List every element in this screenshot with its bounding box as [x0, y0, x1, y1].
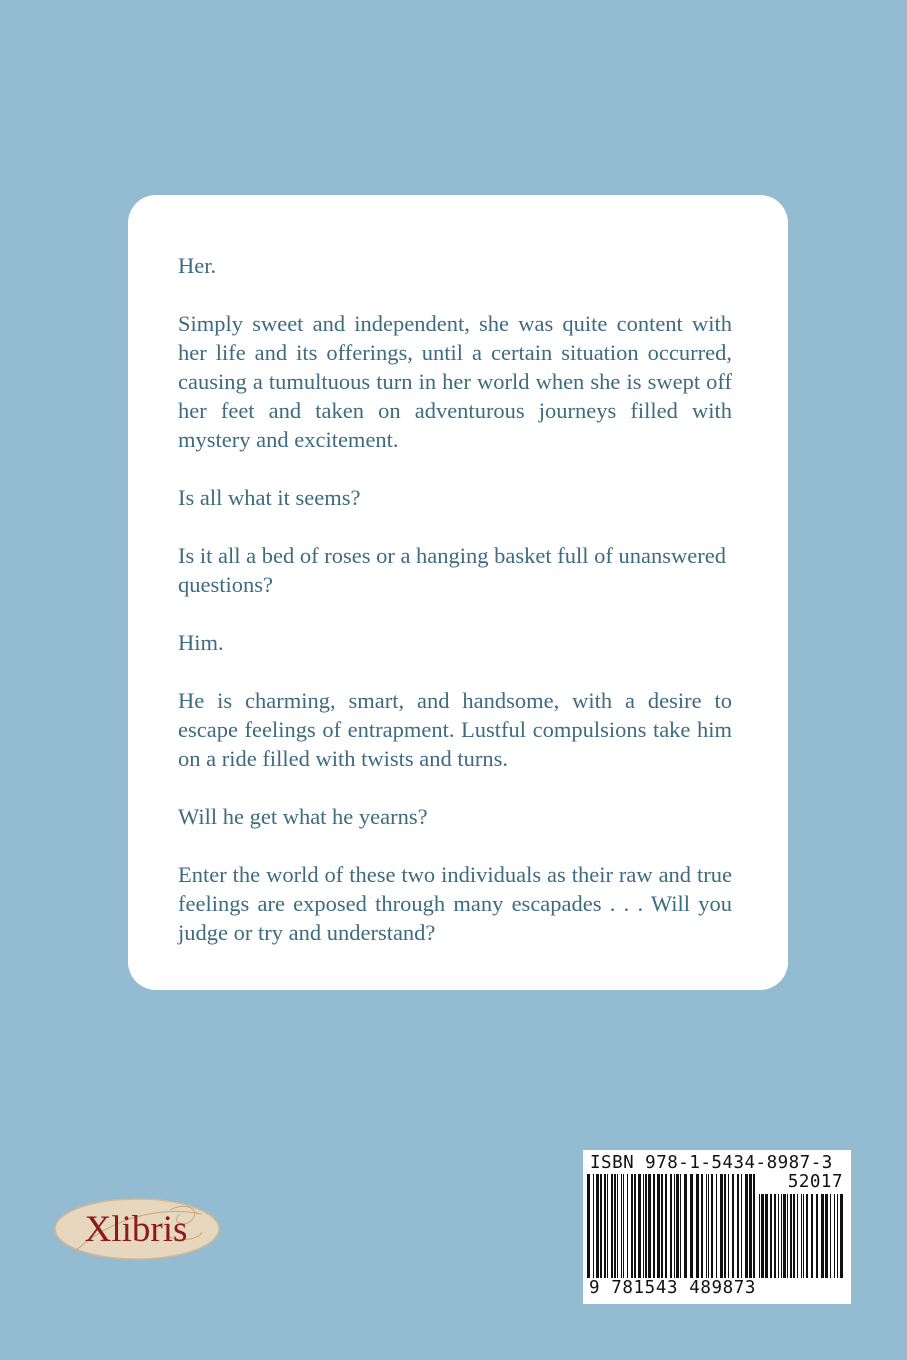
blurb-paragraph-closing: Enter the world of these two individuals as their raw and true feelings are exposed through many escapades . . . Will you judge or try and understand?: [178, 862, 732, 945]
blurb-paragraph-her-description: Simply sweet and independent, she was quite content with her life and its offerings, until a certain situation occurred, causing a tumultuous turn in her world when she is swept off her feet and taken on adventurous journeys filled with mystery and excitement.: [178, 311, 732, 452]
barcode-bar: [676, 1174, 679, 1278]
barcode-bar: [811, 1194, 813, 1278]
barcode-bar: [737, 1174, 739, 1278]
barcode-bar: [728, 1174, 729, 1278]
barcode-bar: [834, 1194, 835, 1278]
blurb-paragraph-him-description: He is charming, smart, and handsome, with a desire to escape feelings of entrapment. Lustful compulsions take him on a ride filled with twists and turns.: [178, 688, 732, 771]
barcode-bar: [830, 1194, 831, 1278]
barcode-bar: [837, 1194, 838, 1278]
barcode-bar: [749, 1174, 752, 1278]
barcode-bar: [793, 1194, 795, 1278]
barcode-bar: [801, 1194, 802, 1278]
barcode-bar: [653, 1174, 655, 1278]
barcode-bar: [670, 1174, 672, 1278]
supplemental-barcode-icon: [759, 1194, 845, 1278]
barcode-bar: [665, 1174, 667, 1278]
barcode-bar: [690, 1174, 693, 1278]
barcode-bar: [765, 1194, 768, 1278]
barcode-bar: [648, 1174, 651, 1278]
barcode-bar: [645, 1174, 647, 1278]
barcode-bar: [783, 1194, 786, 1278]
barcode-bar: [657, 1174, 660, 1278]
barcode-bar: [720, 1174, 723, 1278]
barcode-bar: [724, 1174, 726, 1278]
barcode-bar: [840, 1194, 843, 1278]
publisher-name: Xlibris: [84, 1209, 188, 1250]
barcode-bar: [696, 1174, 699, 1278]
xlibris-logo-icon: [52, 1196, 222, 1262]
publisher-logo: [52, 1196, 222, 1262]
barcode-bar: [701, 1174, 703, 1278]
barcode-bar: [753, 1174, 755, 1278]
barcode-bar: [821, 1194, 824, 1278]
barcode-bar: [770, 1194, 772, 1278]
barcode-bar: [745, 1174, 748, 1278]
barcode-bar: [806, 1194, 808, 1278]
barcode-bar: [600, 1174, 602, 1278]
barcode-bar: [706, 1174, 707, 1278]
barcode-bar: [617, 1174, 618, 1278]
barcode-bar: [661, 1174, 663, 1278]
barcode-bar: [631, 1174, 633, 1278]
barcode-bar: [684, 1174, 687, 1278]
barcode-bar: [716, 1174, 717, 1278]
barcode-bar: [611, 1174, 613, 1278]
barcode-bar: [732, 1174, 734, 1278]
isbn-barcode: [583, 1150, 851, 1304]
barcode-bar: [774, 1194, 776, 1278]
barcode-bar: [596, 1174, 599, 1278]
barcode-bar: [781, 1194, 782, 1278]
barcode-bar: [634, 1174, 636, 1278]
barcode-bar: [816, 1194, 818, 1278]
barcode-bar: [708, 1174, 709, 1278]
barcode-bar: [778, 1194, 779, 1278]
blurb-paragraph-her: Her.: [178, 253, 217, 278]
barcode-bar: [711, 1174, 713, 1278]
barcode-digits: 9 781543 489873: [589, 1278, 757, 1298]
barcode-bar: [607, 1174, 608, 1278]
blurb-paragraph-question-3: Will he get what he yearns?: [178, 804, 428, 829]
barcode-bar: [797, 1194, 798, 1278]
barcode-bar: [825, 1194, 828, 1278]
barcode-bar: [638, 1174, 641, 1278]
barcode-bar: [741, 1174, 742, 1278]
barcode-bar: [787, 1194, 788, 1278]
barcode-bar: [604, 1174, 606, 1278]
barcode-bar: [621, 1174, 622, 1278]
blurb-card: [128, 195, 788, 990]
barcode-bar: [790, 1194, 792, 1278]
barcode-bar: [803, 1194, 804, 1278]
barcode-bar: [623, 1174, 624, 1278]
barcode-bar: [593, 1174, 594, 1278]
blurb-paragraph-question-1: Is all what it seems?: [178, 485, 361, 510]
main-barcode-icon: [587, 1174, 755, 1278]
barcode-bar: [587, 1174, 590, 1278]
blurb-paragraph-him: Him.: [178, 630, 224, 655]
barcode-bar: [674, 1174, 675, 1278]
barcode-bar: [643, 1174, 644, 1278]
barcode-bar: [680, 1174, 681, 1278]
price-code: 52017: [787, 1172, 843, 1192]
barcode-bar: [759, 1194, 760, 1278]
barcode-bar: [614, 1174, 616, 1278]
barcode-bar: [761, 1194, 764, 1278]
blurb-paragraph-question-2: Is it all a bed of roses or a hanging basket full of unanswered questions?: [178, 543, 726, 597]
barcode-bar: [627, 1174, 628, 1278]
isbn-label: ISBN 978-1-5434-8987-3: [590, 1153, 833, 1173]
